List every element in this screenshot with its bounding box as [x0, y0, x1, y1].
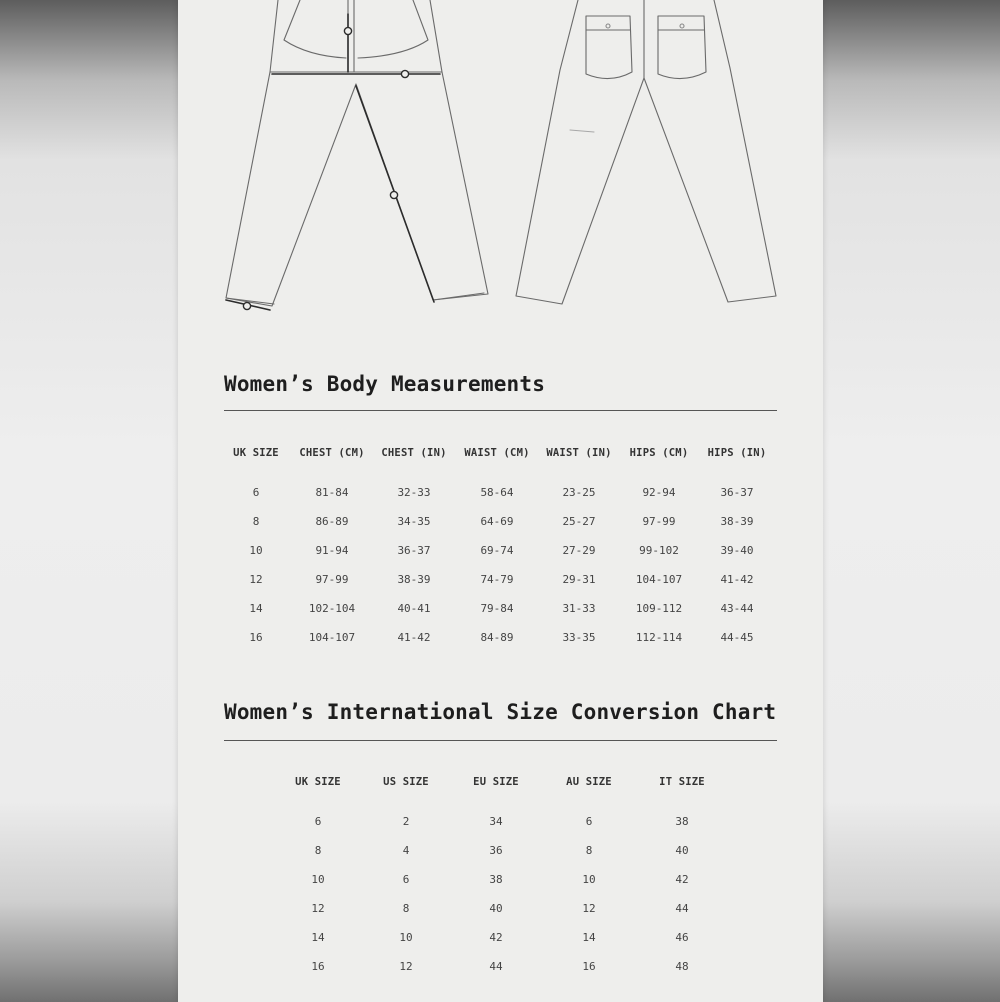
body-measurements-cell: 102-104: [308, 602, 356, 615]
conversion-chart-cell: 8: [314, 844, 322, 857]
body-measurements-cell: 38-39: [397, 573, 431, 586]
conversion-chart-cell: 16: [311, 960, 325, 973]
body-measurements-header-cell: WAIST (CM): [464, 447, 530, 459]
body-measurements-cell: 44-45: [720, 631, 754, 644]
size-guide-page: [178, 0, 823, 1002]
body-measurements-header-cell: HIPS (IN): [707, 447, 767, 459]
conversion-chart-cell: 10: [311, 873, 325, 886]
body-measurements-cell: 23-25: [562, 486, 596, 499]
body-measurements-cell: 40-41: [397, 602, 431, 615]
body-measurements-cell: 38-39: [720, 515, 754, 528]
conversion-chart-header-cell: US SIZE: [383, 776, 429, 788]
marker-c-icon: [390, 191, 397, 198]
body-measurements-cell: 12: [249, 573, 263, 586]
conversion-chart-cell: 16: [582, 960, 596, 973]
body-measurements-cell: 6: [252, 486, 260, 499]
body-measurements-cell: 27-29: [562, 544, 596, 557]
body-measurements-header-cell: CHEST (CM): [299, 447, 365, 459]
conversion-chart-cell: 38: [675, 815, 689, 828]
body-measurements-cell: 32-33: [397, 486, 431, 499]
body-measurements-cell: 36-37: [720, 486, 754, 499]
body-measurements-divider: [224, 410, 777, 411]
conversion-chart-cell: 48: [675, 960, 689, 973]
trousers-diagram: [178, 0, 823, 330]
body-measurements-cell: 8: [252, 515, 260, 528]
body-measurements-header-cell: UK SIZE: [233, 447, 279, 459]
body-measurements-cell: 99-102: [639, 544, 679, 557]
body-measurements-cell: 74-79: [480, 573, 514, 586]
conversion-chart-cell: 42: [675, 873, 689, 886]
conversion-chart-cell: 38: [489, 873, 503, 886]
body-measurements-cell: 86-89: [315, 515, 349, 528]
body-measurements-cell: 34-35: [397, 515, 431, 528]
body-measurements-cell: 84-89: [480, 631, 514, 644]
body-measurements-cell: 97-99: [315, 573, 349, 586]
conversion-chart-cell: 4: [402, 844, 410, 857]
body-measurements-cell: 16: [249, 631, 263, 644]
conversion-chart-cell: 40: [675, 844, 689, 857]
conversion-chart-cell: 36: [489, 844, 503, 857]
body-measurements-title: Women’s Body Measurements: [224, 372, 546, 396]
conversion-chart-header-cell: AU SIZE: [566, 776, 612, 788]
conversion-chart-header-cell: EU SIZE: [473, 776, 519, 788]
conversion-chart-cell: 12: [399, 960, 413, 973]
body-measurements-cell: 91-94: [315, 544, 349, 557]
conversion-chart-cell: 46: [675, 931, 689, 944]
conversion-chart-cell: 12: [582, 902, 596, 915]
body-measurements-cell: 39-40: [720, 544, 754, 557]
conversion-chart-cell: 44: [489, 960, 503, 973]
body-measurements-cell: 41-42: [397, 631, 431, 644]
conversion-chart-cell: 10: [582, 873, 596, 886]
body-measurements-cell: 25-27: [562, 515, 596, 528]
conversion-chart-cell: 40: [489, 902, 503, 915]
body-measurements-header-cell: HIPS (CM): [629, 447, 689, 459]
conversion-chart-cell: 14: [582, 931, 596, 944]
body-measurements-cell: 112-114: [635, 631, 683, 644]
conversion-chart-cell: 8: [585, 844, 593, 857]
body-measurements-cell: 81-84: [315, 486, 349, 499]
body-measurements-cell: 14: [249, 602, 263, 615]
body-measurements-cell: 41-42: [720, 573, 754, 586]
body-measurements-header-cell: CHEST (IN): [381, 447, 447, 459]
conversion-chart-cell: 6: [585, 815, 593, 828]
body-measurements-cell: 109-112: [635, 602, 683, 615]
body-measurements-header-cell: WAIST (IN): [546, 447, 612, 459]
back-trousers-icon: [516, 0, 776, 304]
body-measurements-cell: 58-64: [480, 486, 514, 499]
body-measurements-cell: 104-107: [308, 631, 356, 644]
body-measurements-cell: 69-74: [480, 544, 514, 557]
body-measurements-cell: 33-35: [562, 631, 596, 644]
body-measurements-cell: 64-69: [480, 515, 514, 528]
conversion-chart-title: Women’s International Size Conversion Chart: [224, 700, 777, 724]
body-measurements-cell: 43-44: [720, 602, 754, 615]
conversion-chart-cell: 12: [311, 902, 325, 915]
body-measurements-cell: 79-84: [480, 602, 514, 615]
conversion-chart-cell: 6: [314, 815, 322, 828]
marker-d-icon: [243, 302, 250, 309]
body-measurements-cell: 29-31: [562, 573, 596, 586]
body-measurements-cell: 92-94: [642, 486, 676, 499]
conversion-chart-cell: 10: [399, 931, 413, 944]
conversion-chart-cell: 42: [489, 931, 503, 944]
front-trousers-icon: [226, 0, 488, 306]
body-measurements-cell: 10: [249, 544, 263, 557]
conversion-chart-header-cell: UK SIZE: [295, 776, 341, 788]
body-measurements-cell: 97-99: [642, 515, 676, 528]
body-measurements-cell: 36-37: [397, 544, 431, 557]
conversion-chart-cell: 6: [402, 873, 410, 886]
conversion-chart-cell: 14: [311, 931, 325, 944]
body-measurements-cell: 31-33: [562, 602, 596, 615]
conversion-chart-divider: [224, 740, 777, 741]
marker-b-icon: [401, 70, 408, 77]
conversion-chart-header-cell: IT SIZE: [659, 776, 705, 788]
conversion-chart-cell: 2: [402, 815, 410, 828]
marker-a-icon: [344, 27, 351, 34]
body-measurements-cell: 104-107: [635, 573, 683, 586]
conversion-chart-cell: 34: [489, 815, 503, 828]
conversion-chart-cell: 8: [402, 902, 410, 915]
conversion-chart-cell: 44: [675, 902, 689, 915]
